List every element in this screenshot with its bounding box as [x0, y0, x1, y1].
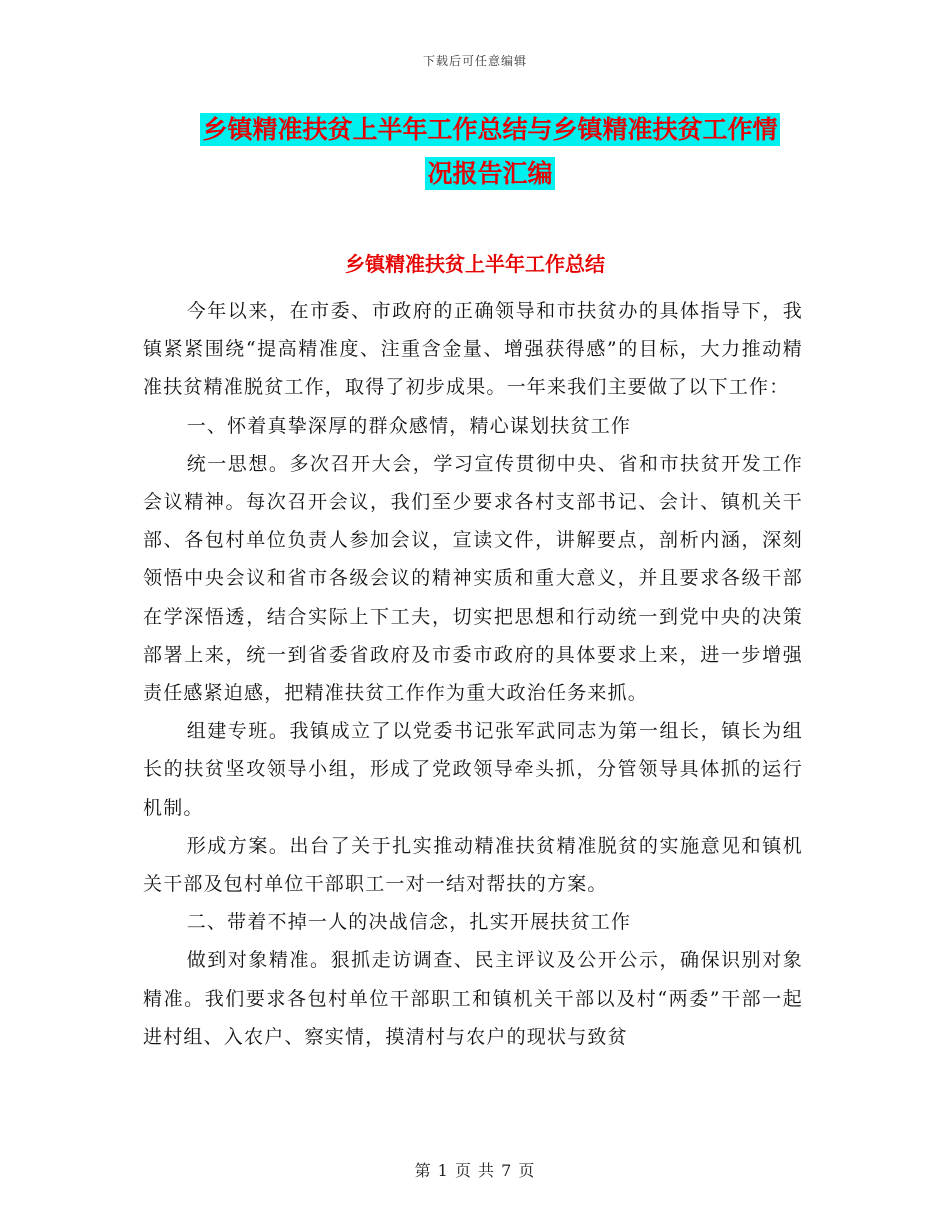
- document-title: [150, 108, 830, 196]
- page-footer-number: 第 1 页 共 7 页: [414, 1161, 536, 1180]
- paragraph-heading-2: 二、带着不掉一人的决战信念，扎实开展扶贫工作: [186, 911, 632, 934]
- paragraph-form-team: 组建专班。我镇成立了以党委书记张军武同志为第一组长，镇长为组长的扶贫坚攻领导小组，形成了党政领导牵头抓，分管领导具体抓的运行机制。: [143, 720, 803, 819]
- paragraph-unify-thinking: 统一思想。多次召开大会，学习宣传贯彻中央、省和市扶贫开发工作会议精神。每次召开会议，我们至少要求各村支部书记、会计、镇机关干部、各包村单位负责人参加会议，宣读文件，讲解要点，剖析内涵，深刻领悟中央会议和省市各级会议的精神实质和重大意义，并且要求各级干部在学深悟透，结合实际上下工夫，切实把思想和行动统一到党中央的决策部署上来，统一到省委省政府及市委市政府的具体要求上来，进一步增强责任感紧迫感，把精准扶贫工作作为重大政治任务来抓。: [143, 452, 803, 705]
- paragraph-intro: 今年以来，在市委、市政府的正确领导和市扶贫办的具体指导下，我镇紧紧围绕“提高精准度、注重含金量、增强获得感”的目标，大力推动精准扶贫精准脱贫工作，取得了初步成果。一年来我们主要做了以下工作：: [143, 300, 803, 399]
- document-body: [143, 292, 803, 1056]
- document-title-line-2: 况报告汇编: [427, 159, 553, 188]
- paragraph-heading-1: 一、怀着真挚深厚的群众感情，精心谋划扶贫工作: [186, 414, 632, 437]
- document-title-line-1: 乡镇精准扶贫上半年工作总结与乡镇精准扶贫工作情: [202, 115, 778, 144]
- page-header-note: 下载后可任意编辑: [422, 54, 527, 68]
- paragraph-precise-targets: 做到对象精准。狠抓走访调查、民主评议及公开公示，确保识别对象精准。我们要求各包村单位干部职工和镇机关干部以及村“两委”干部一起进村组、入农户、察实情，摸清村与农户的现状与致贫: [143, 949, 803, 1048]
- paragraph-form-plan: 形成方案。出台了关于扎实推动精准扶贫精准脱贫的实施意见和镇机关干部及包村单位干部职工一对一结对帮扶的方案。: [143, 834, 803, 896]
- section-heading: 乡镇精准扶贫上半年工作总结: [345, 252, 605, 276]
